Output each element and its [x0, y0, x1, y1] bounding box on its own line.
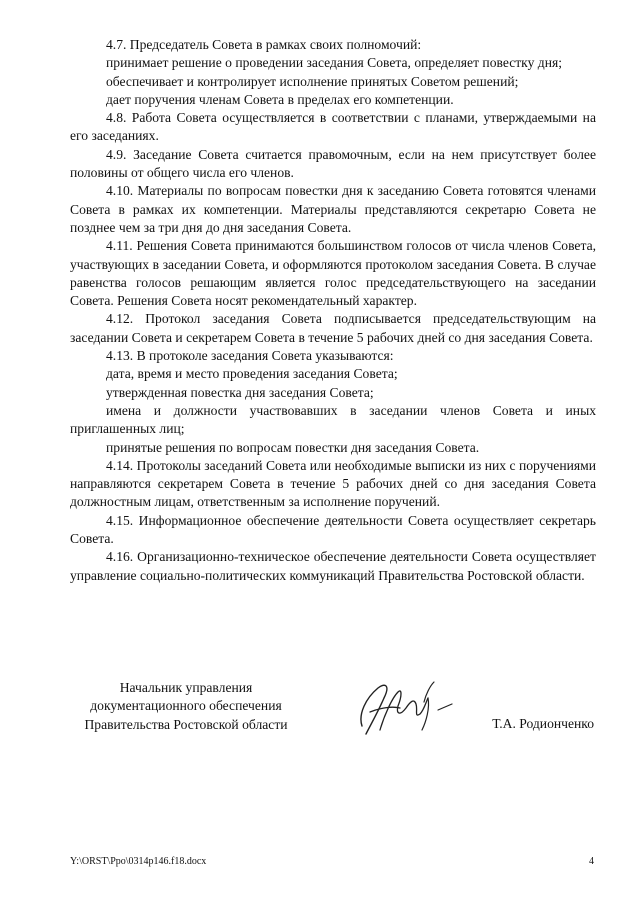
paragraph: дает поручения членам Совета в пределах его компетенции.: [106, 91, 454, 107]
paragraph: 4.11. Решения Совета принимаются большинством голосов от числа членов Совета, участвующих в заседании Совета, и оформляются протоколом заседания Совета. В случае равенства голосов решающим является голос председательствующего на заседании Совета. Решения Совета носят рекомендательный характер.: [70, 238, 596, 309]
paragraph: принятые решения по вопросам повестки дня заседания Совета.: [106, 439, 480, 455]
paragraph: 4.10. Материалы по вопросам повестки дня к заседанию Совета готовятся членами Совета в рамках их компетенции. Материалы представляются секретарю Совета не позднее чем за три дня до дня заседания Совета.: [70, 183, 596, 235]
paragraph: утвержденная повестка дня заседания Совета;: [106, 384, 374, 400]
signatory-title-line: Правительства Ростовской области: [84, 716, 288, 732]
paragraph: дата, время и место проведения заседания Совета;: [106, 366, 398, 382]
footer-file-path: Y:\ORST\Ppo\0314p146.f18.docx: [70, 856, 207, 867]
paragraph: имена и должности участвовавших в заседании членов Совета и иных приглашенных лиц;: [70, 402, 596, 437]
handwritten-signature: [340, 668, 460, 748]
paragraph: 4.15. Информационное обеспечение деятельности Совета осуществляет секретарь Совета.: [70, 512, 596, 547]
paragraph: 4.16. Организационно-техническое обеспечение деятельности Совета осуществляет управление социально-политических коммуникаций Правительства Ростовской области.: [70, 549, 596, 583]
paragraph: 4.12. Протокол заседания Совета подписывается председательствующим на заседании Совета и секретарем Совета в течение 5 рабочих дней со дня заседания Совета.: [70, 311, 596, 345]
paragraph: принимает решение о проведении заседания Совета, определяет повестку дня;: [106, 55, 563, 71]
page-number: 4: [589, 856, 594, 867]
document-body: [70, 36, 596, 585]
paragraph: обеспечивает и контролирует исполнение принятых Советом решений;: [106, 73, 519, 89]
signatory-title: [66, 679, 306, 734]
paragraph: 4.7. Председатель Совета в рамках своих полномочий:: [106, 37, 422, 52]
paragraph: 4.14. Протоколы заседаний Совета или необходимые выписки из них с поручениями направляются секретарем Совета в течение 5 рабочих дней со дня заседания Совета должностным лицам, ответственным за исполнение поручений.: [70, 457, 596, 510]
paragraph: 4.9. Заседание Совета считается правомочным, если на нем присутствует более половины от общего числа его членов.: [70, 146, 596, 181]
signatory-title-line: документационного обеспечения: [90, 698, 282, 714]
paragraph: 4.13. В протоколе заседания Совета указываются:: [106, 348, 394, 364]
paragraph: 4.8. Работа Совета осуществляется в соответствии с планами, утверждаемыми на его заседаниях.: [70, 110, 596, 144]
signatory-name: Т.А. Родионченко: [492, 716, 594, 731]
signatory-title-line: Начальник управления: [119, 680, 253, 695]
